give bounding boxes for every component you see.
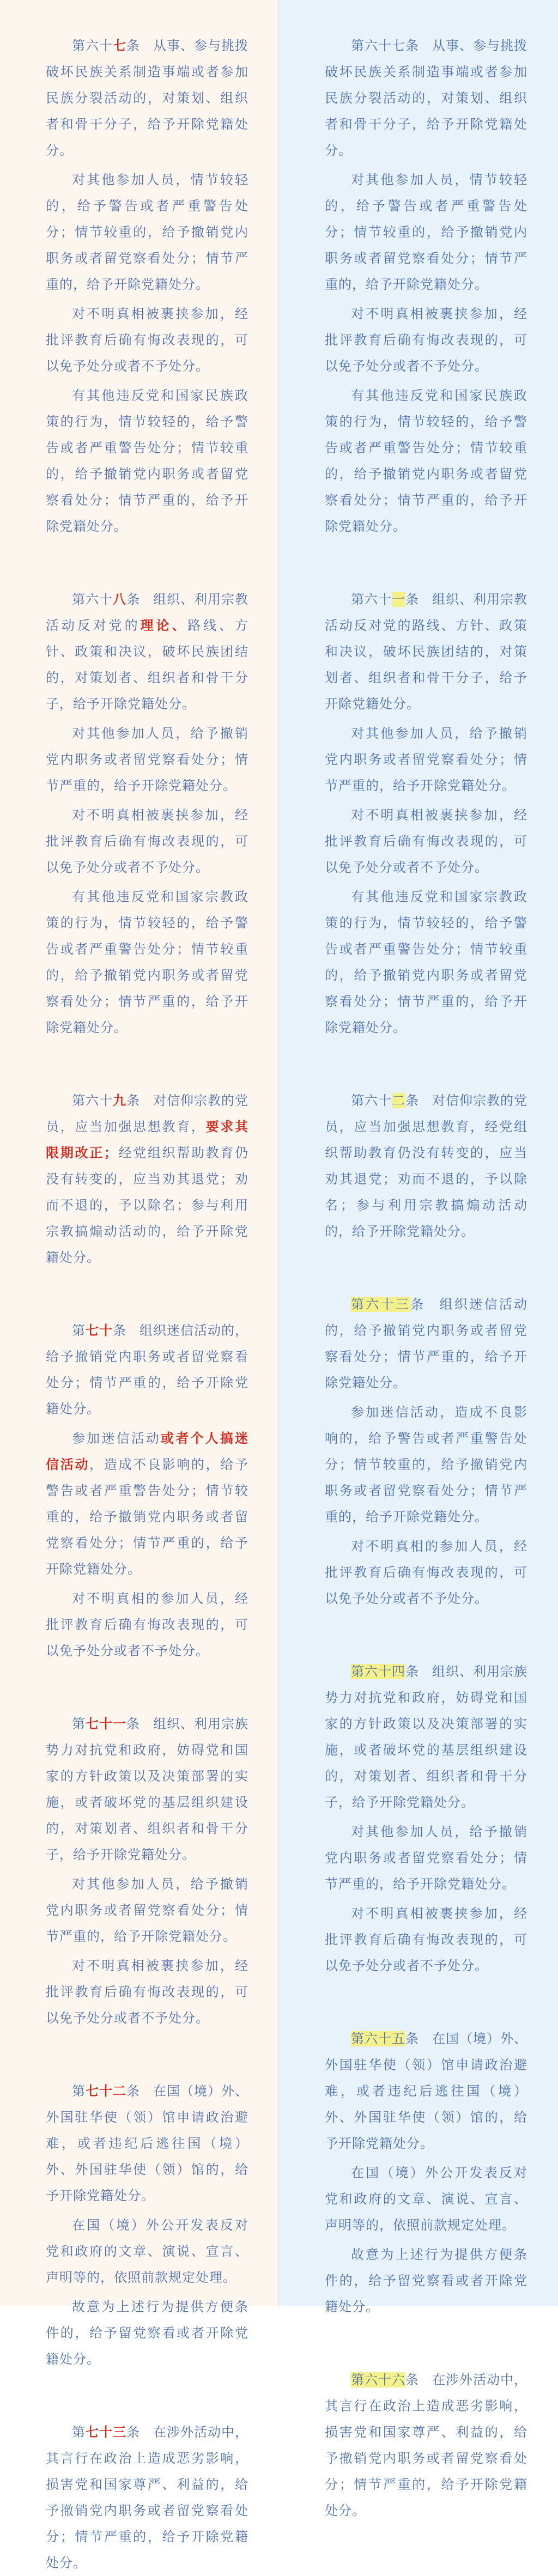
article-68-left (46, 586, 248, 1041)
article-64-para-2: 对其他参加人员，给予撤销党内职务或者留党察看处分；情节严重的，给予开除党籍处分。 (325, 1824, 527, 1892)
left-column-new-version (0, 0, 279, 2571)
article-70-left (46, 1317, 248, 1664)
article-72-left (46, 2078, 248, 2372)
right-column-old-version (279, 0, 558, 2518)
article-63-para-1: 第六十三条 组织迷信活动的，给予撤销党内职务或者留党察看处分；情节严重的，给予开除党籍处分。 (325, 1297, 528, 1390)
article-64-para-1: 第六十四条 组织、利用宗族势力对抗党和政府，妨碍党和国家的方针政策以及决策部署的实施，或者破坏党的基层组织建设的，对策划者、组织者和骨干分子，给予开除党籍处分。 (325, 1664, 527, 1810)
article-72-para-1: 第七十二条 在国（境）外、外国驻华使（领）馆申请政治避难，或者违纪后逃往国（境）外、外国驻华使（领）馆的，给予开除党籍处分。 (46, 2083, 248, 2203)
article-68-para-2: 对其他参加人员，给予撤销党内职务或者留党察看处分；情节严重的，给予开除党籍处分。 (46, 726, 248, 793)
article-60-para-2: 对其他参加人员，情节较轻的，给予警告或者严重警告处分；情节较重的，给予撤销党内职务或者留党察看处分；情节严重的，给予开除党籍处分。 (325, 172, 527, 292)
article-69-para-1: 第六十九条 对信仰宗教的党员，应当加强思想教育，要求其限期改正；经党组织帮助教育仍没有转变的，应当劝其退党；劝而不退的，予以除名；参与利用宗教搞煽动活动的，给予开除党籍处分。 (46, 1093, 249, 1265)
article-64-para-3: 对不明真相被裹挟参加，经批评教育后确有悔改表现的，可以免予处分或者不予处分。 (325, 1906, 527, 1973)
article-65-para-2: 在国（境）外公开发表反对党和政府的文章、演说、宣言、声明等的，依照前款规定处理。 (325, 2165, 527, 2233)
article-67-para-4: 有其他违反党和国家民族政策的行为，情节较轻的，给予警告或者严重警告处分；情节较重的，给予撤销党内职务或者留党察看处分；情节严重的，给予开除党籍处分。 (46, 388, 248, 534)
article-67-para-1: 第六十七条 从事、参与挑拨破坏民族关系制造事端或者参加民族分裂活动的，对策划、组织者和骨干分子，给予开除党籍处分。 (46, 38, 248, 158)
article-66-right (325, 2367, 527, 2524)
article-68-para-1: 第六十八条 组织、利用宗教活动反对党的理论、路线、方针、政策和决议，破坏民族团结的，对策划者、组织者和骨干分子，给予开除党籍处分。 (46, 592, 248, 712)
article-61-para-3: 对不明真相被裹挟参加，经批评教育后确有悔改表现的，可以免予处分或者不予处分。 (325, 807, 527, 875)
article-68-para-3: 对不明真相被裹挟参加，经批评教育后确有悔改表现的，可以免予处分或者不予处分。 (46, 807, 248, 875)
article-70-para-1: 第七十条 组织迷信活动的，给予撤销党内职务或者留党察看处分；情节严重的，给予开除党籍处分。 (46, 1323, 248, 1417)
article-65-para-1: 第六十五条 在国（境）外、外国驻华使（领）馆申请政治避难，或者违纪后逃往国（境）外、外国驻华使（领）馆的，给予开除党籍处分。 (325, 2031, 527, 2151)
article-71-para-2: 对其他参加人员，给予撤销党内职务或者留党察看处分；情节严重的，给予开除党籍处分。 (46, 1876, 248, 1944)
article-63-right (325, 1291, 527, 1612)
article-66-para-1: 第六十六条 在涉外活动中，其言行在政治上造成恶劣影响，损害党和国家尊严、利益的，给予撤销党内职务或者留党察看处分；情节严重的，给予开除党籍处分。 (325, 2372, 527, 2518)
article-63-para-3: 对不明真相的参加人员，经批评教育后确有悔改表现的，可以免予处分或者不予处分。 (325, 1539, 527, 1606)
article-64-right (325, 1658, 527, 1979)
article-61-right (325, 586, 527, 1041)
article-70-para-3: 对不明真相的参加人员，经批评教育后确有悔改表现的，可以免予处分或者不予处分。 (46, 1591, 248, 1658)
article-61-para-2: 对其他参加人员，给予撤销党内职务或者留党察看处分；情节严重的，给予开除党籍处分。 (325, 726, 527, 793)
article-67-para-2: 对其他参加人员，情节较轻的，给予警告或者严重警告处分；情节较重的，给予撤销党内职务或者留党察看处分；情节严重的，给予开除党籍处分。 (46, 172, 248, 292)
article-72-para-3: 故意为上述行为提供方便条件的，给予留党察看或者开除党籍处分。 (46, 2299, 248, 2367)
article-68-para-4: 有其他违反党和国家宗教政策的行为，情节较轻的，给予警告或者严重警告处分；情节较重的，给予撤销党内职务或者留党察看处分；情节严重的，给予开除党籍处分。 (46, 889, 248, 1035)
article-60-right (325, 33, 527, 539)
article-67-para-3: 对不明真相被裹挟参加，经批评教育后确有悔改表现的，可以免予处分或者不予处分。 (46, 306, 248, 374)
article-71-para-1: 第七十一条 组织、利用宗族势力对抗党和政府，妨碍党和国家的方针政策以及决策部署的实施，或者破坏党的基层组织建设的，对策划者、组织者和骨干分子，给予开除党籍处分。 (46, 1716, 248, 1862)
article-71-para-3: 对不明真相被裹挟参加，经批评教育后确有悔改表现的，可以免予处分或者不予处分。 (46, 1958, 248, 2026)
article-65-para-3: 故意为上述行为提供方便条件的，给予留党察看或者开除党籍处分。 (325, 2247, 527, 2314)
article-60-para-3: 对不明真相被裹挟参加，经批评教育后确有悔改表现的，可以免予处分或者不予处分。 (325, 306, 527, 374)
article-61-para-1: 第六十一条 组织、利用宗教活动反对党的路线、方针、政策和决议，破坏民族团结的，对策划者、组织者和骨干分子，给予开除党籍处分。 (325, 592, 527, 712)
article-71-left (46, 1711, 248, 2031)
article-73-para-1: 第七十三条 在涉外活动中，其言行在政治上造成恶劣影响，损害党和国家尊严、利益的，给予撤销党内职务或者留党察看处分；情节严重的，给予开除党籍处分。 (46, 2425, 248, 2571)
article-60-para-1: 第六十七条 从事、参与挑拨破坏民族关系制造事端或者参加民族分裂活动的，对策划、组织者和骨干分子，给予开除党籍处分。 (325, 38, 527, 158)
article-61-para-4: 有其他违反党和国家宗教政策的行为，情节较轻的，给予警告或者严重警告处分；情节较重的，给予撤销党内职务或者留党察看处分；情节严重的，给予开除党籍处分。 (325, 889, 527, 1035)
article-72-para-2: 在国（境）外公开发表反对党和政府的文章、演说、宣言、声明等的，依照前款规定处理。 (46, 2217, 248, 2285)
article-65-right (325, 2026, 527, 2320)
article-70-para-2: 参加迷信活动或者个人搞迷信活动，造成不良影响的，给予警告或者严重警告处分；情节较重的，给予撤销党内职务或者留党察看处分；情节严重的，给予开除党籍处分。 (46, 1431, 249, 1577)
article-62-right (325, 1087, 527, 1244)
article-73-left (46, 2419, 248, 2576)
article-67-left (46, 33, 248, 539)
article-62-para-1: 第六十二条 对信仰宗教的党员，应当加强思想教育，经党组织帮助教育仍没有转变的，应当劝其退党；劝而不退的，予以除名；参与利用宗教搞煽动活动的，给予开除党籍处分。 (325, 1093, 527, 1239)
article-60-para-4: 有其他违反党和国家民族政策的行为，情节较轻的，给予警告或者严重警告处分；情节较重的，给予撤销党内职务或者留党察看处分；情节严重的，给予开除党籍处分。 (325, 388, 527, 534)
article-69-left (46, 1087, 248, 1271)
article-63-para-2: 参加迷信活动，造成不良影响的，给予警告或者严重警告处分；情节较重的，给予撤销党内职务或者留党察看处分；情节严重的，给予开除党籍处分。 (325, 1405, 527, 1524)
